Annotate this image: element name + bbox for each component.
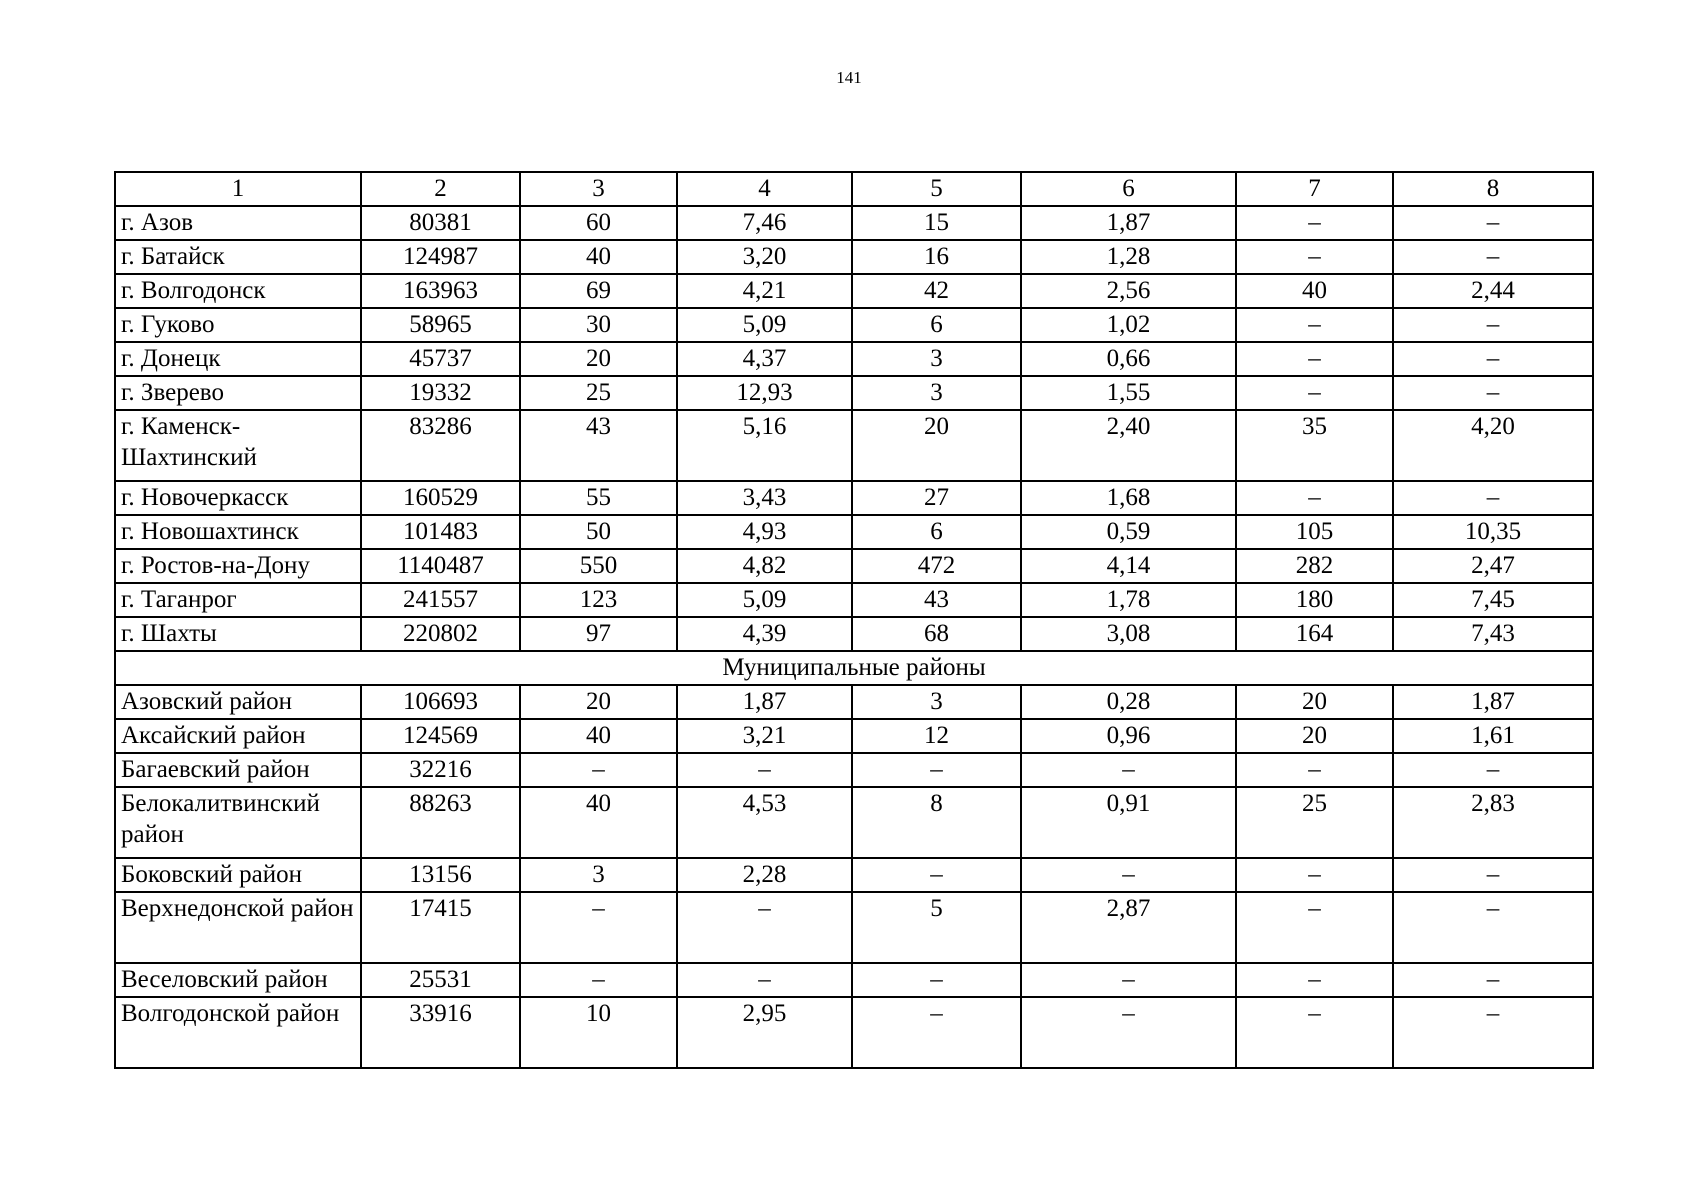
table-row	[115, 308, 1593, 342]
table-cell: –	[1393, 858, 1593, 892]
table-row	[115, 549, 1593, 583]
table-cell: 3,08	[1021, 617, 1236, 651]
table-cell: –	[677, 753, 852, 787]
table-cell: 2,83	[1393, 787, 1593, 858]
table-cell: 3,21	[677, 719, 852, 753]
table-cell: –	[1236, 206, 1393, 240]
section-row	[115, 651, 1593, 685]
row-name: Боковский район	[115, 858, 361, 892]
table-cell: 241557	[361, 583, 520, 617]
table-cell: –	[1236, 997, 1393, 1068]
table-cell: 60	[520, 206, 677, 240]
table-cell: –	[1393, 206, 1593, 240]
row-name: г. Шахты	[115, 617, 361, 651]
row-name: Белокалитвинский район	[115, 787, 361, 858]
table-cell: 5,09	[677, 583, 852, 617]
table-cell: 1,68	[1021, 481, 1236, 515]
row-name: г. Новочеркасск	[115, 481, 361, 515]
table-cell: 25	[520, 376, 677, 410]
table-cell: –	[1236, 376, 1393, 410]
table-cell: 15	[852, 206, 1021, 240]
table-cell: –	[1236, 963, 1393, 997]
table-cell: 2,56	[1021, 274, 1236, 308]
table-cell: 25531	[361, 963, 520, 997]
table-cell: –	[1236, 858, 1393, 892]
table-row	[115, 787, 1593, 858]
column-header: 5	[852, 172, 1021, 206]
table-row	[115, 515, 1593, 549]
table-cell: 0,96	[1021, 719, 1236, 753]
row-name: г. Каменск-Шахтинский	[115, 410, 361, 481]
table-cell: –	[1021, 997, 1236, 1068]
table-cell: 33916	[361, 997, 520, 1068]
table-cell: 43	[852, 583, 1021, 617]
table-cell: 163963	[361, 274, 520, 308]
row-name: г. Таганрог	[115, 583, 361, 617]
table-cell: 12	[852, 719, 1021, 753]
table-cell: –	[1393, 963, 1593, 997]
table-cell: 97	[520, 617, 677, 651]
table-cell: 3	[852, 376, 1021, 410]
table-cell: 220802	[361, 617, 520, 651]
table-row	[115, 617, 1593, 651]
table-cell: –	[1236, 892, 1393, 963]
row-name: Веселовский район	[115, 963, 361, 997]
table-cell: –	[852, 963, 1021, 997]
table-cell: 50	[520, 515, 677, 549]
table-cell: 0,66	[1021, 342, 1236, 376]
table-cell: 58965	[361, 308, 520, 342]
table-cell: 550	[520, 549, 677, 583]
table-cell: 106693	[361, 685, 520, 719]
column-header: 3	[520, 172, 677, 206]
table-cell: 20	[520, 342, 677, 376]
table-cell: 2,95	[677, 997, 852, 1068]
row-name: Волгодонской район	[115, 997, 361, 1068]
table-cell: 10,35	[1393, 515, 1593, 549]
table-cell: 55	[520, 481, 677, 515]
table-row	[115, 963, 1593, 997]
table-cell: 123	[520, 583, 677, 617]
table-cell: 1,61	[1393, 719, 1593, 753]
table-cell: 3	[852, 685, 1021, 719]
page-number: 141	[836, 68, 862, 87]
table-cell: 88263	[361, 787, 520, 858]
table-cell: 2,47	[1393, 549, 1593, 583]
table-cell: –	[1393, 997, 1593, 1068]
table-cell: 5	[852, 892, 1021, 963]
table-cell: 17415	[361, 892, 520, 963]
table-cell: –	[1021, 858, 1236, 892]
table-cell: 1,28	[1021, 240, 1236, 274]
table-cell: 40	[520, 240, 677, 274]
table-cell: 25	[1236, 787, 1393, 858]
column-header: 6	[1021, 172, 1236, 206]
table-cell: –	[1021, 753, 1236, 787]
table-cell: 5,09	[677, 308, 852, 342]
table-cell: 1,78	[1021, 583, 1236, 617]
table-cell: 4,20	[1393, 410, 1593, 481]
table-cell: 1,55	[1021, 376, 1236, 410]
table-cell: –	[677, 892, 852, 963]
table-cell: –	[1236, 240, 1393, 274]
table-cell: 4,21	[677, 274, 852, 308]
row-name: г. Азов	[115, 206, 361, 240]
table-cell: –	[1393, 308, 1593, 342]
table-cell: 2,28	[677, 858, 852, 892]
table-cell: 80381	[361, 206, 520, 240]
table-cell: –	[677, 963, 852, 997]
table-row	[115, 583, 1593, 617]
table-cell: 12,93	[677, 376, 852, 410]
table-cell: 27	[852, 481, 1021, 515]
table-cell: 4,14	[1021, 549, 1236, 583]
row-name: г. Батайск	[115, 240, 361, 274]
row-name: Аксайский район	[115, 719, 361, 753]
table-cell: 20	[520, 685, 677, 719]
table-row	[115, 240, 1593, 274]
table-row	[115, 753, 1593, 787]
table-row	[115, 342, 1593, 376]
table-cell: 7,45	[1393, 583, 1593, 617]
row-name: Багаевский район	[115, 753, 361, 787]
table-cell: 4,53	[677, 787, 852, 858]
table-cell: 101483	[361, 515, 520, 549]
table-cell: 1140487	[361, 549, 520, 583]
table-cell: 42	[852, 274, 1021, 308]
section-title: Муниципальные районы	[115, 651, 1593, 685]
table-cell: 8	[852, 787, 1021, 858]
table-cell: 16	[852, 240, 1021, 274]
table-cell: 19332	[361, 376, 520, 410]
table-row	[115, 481, 1593, 515]
table-cell: –	[1393, 481, 1593, 515]
table-row	[115, 719, 1593, 753]
table-cell: 20	[852, 410, 1021, 481]
table-cell: 40	[520, 787, 677, 858]
table-cell: 83286	[361, 410, 520, 481]
table-row	[115, 892, 1593, 963]
column-header: 7	[1236, 172, 1393, 206]
table-cell: 2,40	[1021, 410, 1236, 481]
table-cell: –	[1393, 240, 1593, 274]
table-cell: 20	[1236, 685, 1393, 719]
table-cell: 32216	[361, 753, 520, 787]
table-cell: 105	[1236, 515, 1393, 549]
row-name: Верхнедонской район	[115, 892, 361, 963]
table-cell: –	[1236, 308, 1393, 342]
table-cell: 4,93	[677, 515, 852, 549]
statistics-table	[114, 171, 1594, 1069]
table-row	[115, 685, 1593, 719]
table-row	[115, 376, 1593, 410]
table-cell: 1,87	[1021, 206, 1236, 240]
table-cell: 3,20	[677, 240, 852, 274]
table-cell: 124569	[361, 719, 520, 753]
table-cell: 2,44	[1393, 274, 1593, 308]
table-cell: 4,37	[677, 342, 852, 376]
table-cell: 1,87	[1393, 685, 1593, 719]
table-cell: 68	[852, 617, 1021, 651]
row-name: г. Новошахтинск	[115, 515, 361, 549]
table-cell: 3,43	[677, 481, 852, 515]
table-cell: –	[852, 858, 1021, 892]
column-header: 8	[1393, 172, 1593, 206]
table-cell: 10	[520, 997, 677, 1068]
table-cell: –	[1236, 481, 1393, 515]
table-cell: –	[1236, 342, 1393, 376]
table-row	[115, 410, 1593, 481]
row-name: г. Волгодонск	[115, 274, 361, 308]
table-row	[115, 997, 1593, 1068]
table-cell: 3	[520, 858, 677, 892]
table-cell: 40	[1236, 274, 1393, 308]
table-cell: 35	[1236, 410, 1393, 481]
table-cell: –	[1393, 892, 1593, 963]
column-header: 4	[677, 172, 852, 206]
table-cell: 164	[1236, 617, 1393, 651]
table-cell: 6	[852, 308, 1021, 342]
table-cell: 4,82	[677, 549, 852, 583]
table-cell: 7,46	[677, 206, 852, 240]
column-header: 2	[361, 172, 520, 206]
table-cell: –	[1393, 376, 1593, 410]
table-cell: 0,59	[1021, 515, 1236, 549]
row-name: г. Зверево	[115, 376, 361, 410]
table-cell: 20	[1236, 719, 1393, 753]
table-cell: –	[1021, 963, 1236, 997]
row-name: г. Ростов-на-Дону	[115, 549, 361, 583]
table-cell: 0,91	[1021, 787, 1236, 858]
table-cell: 43	[520, 410, 677, 481]
table-cell: 1,02	[1021, 308, 1236, 342]
table-cell: 5,16	[677, 410, 852, 481]
table-row	[115, 274, 1593, 308]
table-cell: –	[520, 963, 677, 997]
table-cell: –	[520, 753, 677, 787]
column-header: 1	[115, 172, 361, 206]
table-cell: 7,43	[1393, 617, 1593, 651]
table-cell: –	[1236, 753, 1393, 787]
table-cell: 13156	[361, 858, 520, 892]
table-row	[115, 858, 1593, 892]
header-row	[115, 172, 1593, 206]
table-cell: 472	[852, 549, 1021, 583]
table-cell: 124987	[361, 240, 520, 274]
table-cell: 6	[852, 515, 1021, 549]
table-cell: 45737	[361, 342, 520, 376]
table-cell: 282	[1236, 549, 1393, 583]
table-row	[115, 206, 1593, 240]
row-name: г. Донецк	[115, 342, 361, 376]
row-name: г. Гуково	[115, 308, 361, 342]
table-cell: 160529	[361, 481, 520, 515]
table-cell: 40	[520, 719, 677, 753]
table-cell: 69	[520, 274, 677, 308]
table-cell: 180	[1236, 583, 1393, 617]
table-cell: –	[852, 753, 1021, 787]
table-cell: 4,39	[677, 617, 852, 651]
table-cell: 30	[520, 308, 677, 342]
table-cell: –	[852, 997, 1021, 1068]
table-cell: 1,87	[677, 685, 852, 719]
table-cell: –	[1393, 753, 1593, 787]
table-cell: 2,87	[1021, 892, 1236, 963]
table-cell: 0,28	[1021, 685, 1236, 719]
table-cell: –	[520, 892, 677, 963]
table-cell: –	[1393, 342, 1593, 376]
row-name: Азовский район	[115, 685, 361, 719]
table-cell: 3	[852, 342, 1021, 376]
